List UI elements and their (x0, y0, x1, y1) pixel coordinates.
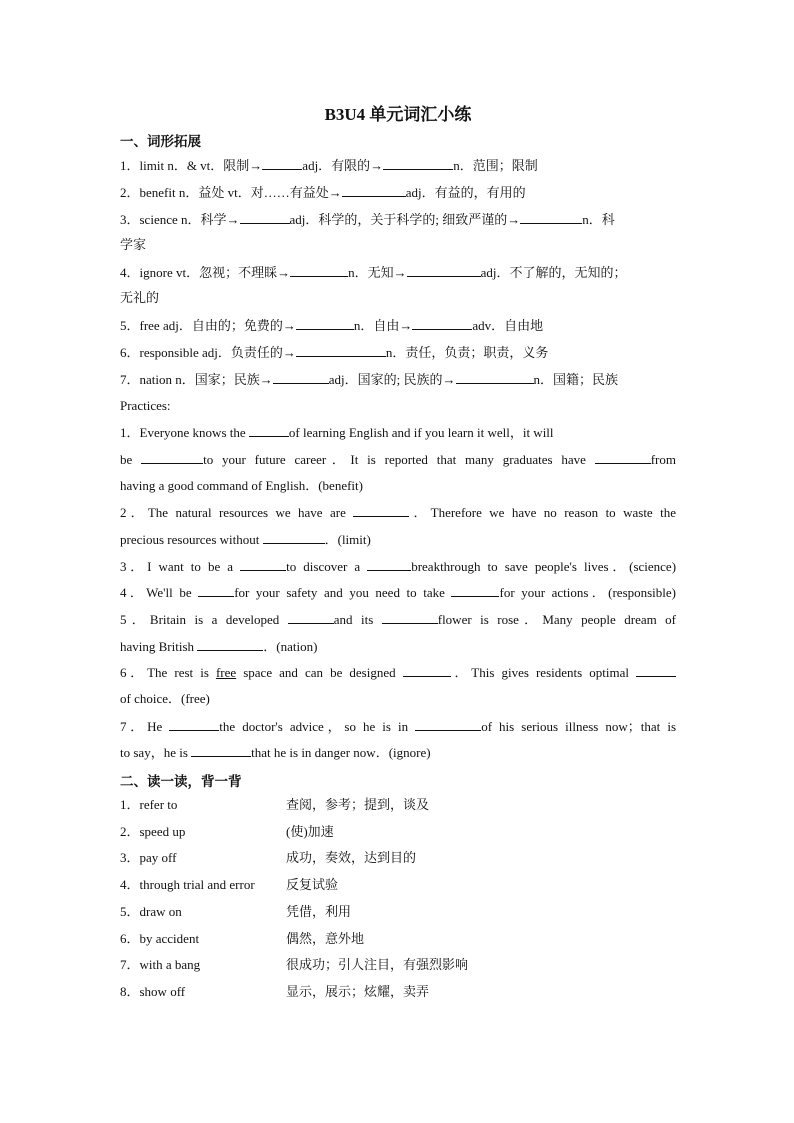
answer-blank[interactable] (198, 584, 234, 597)
answer-blank[interactable] (197, 638, 263, 651)
word-item-responsible: 6．responsible adj．负责任的→ n．责任，负责；职责，义务 (120, 345, 549, 360)
phrase-english: 1．refer to (120, 797, 178, 812)
practice-1-line-3: having a good command of English．(benefit) (120, 478, 363, 493)
practices-heading: Practices: (120, 398, 171, 413)
practice-1-line-1: 1．Everyone knows the of learning English and if you learn it well，it will (120, 425, 554, 440)
practice-3: 3．I want to be a to discover a breakthrough to save people's lives．(science) (120, 559, 677, 574)
answer-blank[interactable] (141, 451, 203, 464)
answer-blank[interactable] (240, 558, 286, 571)
phrase-english: 5．draw on (120, 903, 182, 919)
phrase-meaning: 偶然，意外地 (286, 930, 365, 946)
page-title: B3U4 单元词汇小练 (324, 105, 472, 124)
word-item-ignore-cont: 无礼的 (120, 290, 160, 305)
practice-7-line-1: 7．He the doctor's advice，so he is in of his serious illness now；that is (120, 719, 677, 734)
word-item-benefit: 2．benefit n．益处 vt．对……有益处→ adj．有益的，有用的 (120, 185, 526, 200)
practice-6-line-2: of choice．(free) (120, 691, 210, 706)
word-item-science: 3．science n．科学→ adj．科学的，关于科学的; 细致严谨的→ n．科 (120, 212, 615, 227)
phrase-meaning: (使)加速 (286, 823, 334, 839)
practice-1-line-2: be to your future career．It is reported that many graduates have from (120, 452, 676, 467)
phrase-meaning: 查阅，参考；提到，谈及 (286, 797, 430, 812)
answer-blank[interactable] (273, 371, 329, 384)
answer-blank[interactable] (296, 344, 386, 357)
practice-5-line-1: 5．Britain is a developed and its flower is rose．Many people dream of (120, 612, 677, 627)
answer-blank[interactable] (383, 157, 453, 170)
practice-5-line-2: having British ．(nation) (120, 639, 318, 654)
practice-7-line-2: to say，he is that he is in danger now．(ignore) (120, 745, 431, 760)
phrase-english: 4．through trial and error (120, 877, 255, 893)
answer-blank[interactable] (520, 211, 582, 224)
answer-blank[interactable] (595, 451, 651, 464)
answer-blank[interactable] (191, 744, 251, 757)
answer-blank[interactable] (407, 264, 481, 277)
answer-blank[interactable] (342, 184, 406, 197)
answer-blank[interactable] (263, 531, 325, 544)
answer-blank[interactable] (296, 317, 354, 330)
word-item-limit: 1．limit n．& vt．限制→ adj．有限的→ n．范围；限制 (120, 158, 538, 173)
phrase-meaning: 反复试验 (286, 877, 339, 893)
answer-blank[interactable] (456, 371, 534, 384)
answer-blank[interactable] (412, 317, 472, 330)
section-heading-phrases: 二、读一读，背一背 (120, 774, 242, 789)
answer-blank[interactable] (451, 584, 499, 597)
answer-blank[interactable] (240, 211, 290, 224)
answer-blank[interactable] (382, 611, 438, 624)
word-item-nation: 7．nation n．国家；民族→ adj．国家的; 民族的→ n．国籍；民族 (120, 372, 619, 387)
phrase-meaning: 显示，展示；炫耀，卖弄 (286, 983, 430, 999)
practice-6-line-1: 6．The rest is free space and can be designed ．This gives residents optimal (120, 664, 676, 681)
section-heading-word-forms: 一、词形拓展 (120, 134, 201, 149)
word-item-science-cont: 学家 (120, 237, 147, 252)
phrase-english: 7．with a bang (120, 957, 201, 973)
answer-blank[interactable] (636, 664, 676, 677)
answer-blank[interactable] (353, 504, 409, 517)
answer-blank[interactable] (262, 157, 302, 170)
answer-blank[interactable] (169, 718, 219, 731)
phrase-meaning: 很成功；引人注目，有强烈影响 (286, 957, 469, 973)
practice-2-line-2: precious resources without ．(limit) (120, 532, 371, 547)
phrase-meaning: 凭借，利用 (286, 903, 352, 919)
word-item-free: 5．free adj．自由的；免费的→ n．自由→ adv．自由地 (120, 318, 544, 333)
practice-4: 4．We'll be for your safety and you need to take for your actions．(responsible) (120, 585, 677, 600)
phrase-english: 2．speed up (120, 823, 186, 839)
word-item-ignore: 4．ignore vt．忽视；不理睬→ n．无知→ adj．不了解的，无知的； (120, 265, 627, 280)
answer-blank[interactable] (415, 718, 481, 731)
phrase-english: 6．by accident (120, 930, 200, 946)
phrase-english: 3．pay off (120, 850, 177, 866)
practice-2-line-1: 2．The natural resources we have are ．Therefore we have no reason to waste the (120, 505, 676, 520)
phrase-english: 8．show off (120, 983, 186, 999)
answer-blank[interactable] (403, 664, 451, 677)
answer-blank[interactable] (367, 558, 411, 571)
phrase-meaning: 成功，奏效，达到目的 (286, 850, 417, 866)
answer-blank[interactable] (249, 424, 289, 437)
answer-blank[interactable] (290, 264, 348, 277)
answer-blank[interactable] (288, 611, 334, 624)
